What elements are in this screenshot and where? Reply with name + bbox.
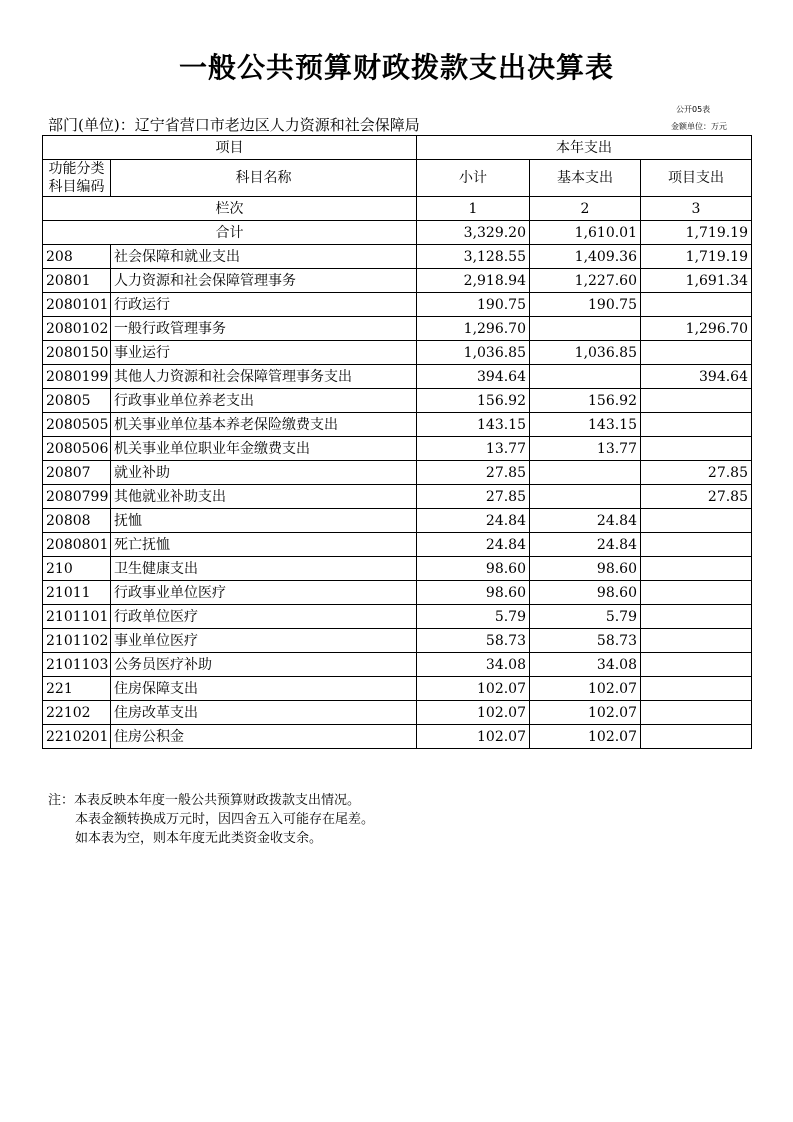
row-project xyxy=(641,725,752,749)
column-index-row xyxy=(43,197,752,221)
row-subtotal: 34.08 xyxy=(417,653,530,677)
row-subtotal: 143.15 xyxy=(417,413,530,437)
header-subject-name: 科目名称 xyxy=(111,160,417,197)
total-row xyxy=(43,221,752,245)
row-project xyxy=(641,533,752,557)
row-subject-name: 其他人力资源和社会保障管理事务支出 xyxy=(111,365,417,389)
row-code: 221 xyxy=(43,677,111,701)
column-index-1: 1 xyxy=(417,197,530,221)
header-code: 功能分类科目编码 xyxy=(43,160,111,197)
row-code: 2080801 xyxy=(43,533,111,557)
row-code: 2101103 xyxy=(43,653,111,677)
document-number: 公开05表 xyxy=(676,105,711,114)
row-subject-name: 事业运行 xyxy=(111,341,417,365)
table-row xyxy=(43,509,752,533)
note-line: 注：本表反映本年度一般公共预算财政拨款支出情况。 xyxy=(48,793,361,808)
row-subtotal: 102.07 xyxy=(417,677,530,701)
row-subtotal: 156.92 xyxy=(417,389,530,413)
row-subject-name: 住房保障支出 xyxy=(111,677,417,701)
row-code: 210 xyxy=(43,557,111,581)
row-project xyxy=(641,557,752,581)
row-code: 2080150 xyxy=(43,341,111,365)
header-subtotal: 小计 xyxy=(417,160,530,197)
row-code: 2101101 xyxy=(43,605,111,629)
row-subject-name: 抚恤 xyxy=(111,509,417,533)
table-row xyxy=(43,581,752,605)
row-code: 2080199 xyxy=(43,365,111,389)
row-project xyxy=(641,581,752,605)
row-basic: 98.60 xyxy=(530,557,641,581)
table-row xyxy=(43,293,752,317)
row-subtotal: 102.07 xyxy=(417,701,530,725)
row-project xyxy=(641,653,752,677)
row-basic: 156.92 xyxy=(530,389,641,413)
column-index-3: 3 xyxy=(641,197,752,221)
row-basic: 190.75 xyxy=(530,293,641,317)
row-code: 208 xyxy=(43,245,111,269)
row-subject-name: 行政运行 xyxy=(111,293,417,317)
table-row xyxy=(43,701,752,725)
row-subtotal: 24.84 xyxy=(417,533,530,557)
row-code: 2210201 xyxy=(43,725,111,749)
row-code: 2080799 xyxy=(43,485,111,509)
row-basic: 102.07 xyxy=(530,725,641,749)
row-project xyxy=(641,509,752,533)
row-project xyxy=(641,605,752,629)
note-line: 如本表为空，则本年度无此类资金收支余。 xyxy=(75,831,323,846)
row-code: 2101102 xyxy=(43,629,111,653)
row-subject-name: 社会保障和就业支出 xyxy=(111,245,417,269)
table-row xyxy=(43,389,752,413)
row-subject-name: 行政事业单位养老支出 xyxy=(111,389,417,413)
row-subtotal: 2,918.94 xyxy=(417,269,530,293)
row-code: 21011 xyxy=(43,581,111,605)
row-basic xyxy=(530,317,641,341)
row-code: 20805 xyxy=(43,389,111,413)
row-subject-name: 行政事业单位医疗 xyxy=(111,581,417,605)
table-row xyxy=(43,605,752,629)
amount-unit-label: 金额单位：万元 xyxy=(671,122,727,131)
column-index-label: 栏次 xyxy=(43,197,417,221)
table-row xyxy=(43,461,752,485)
note-line: 本表金额转换成万元时，因四舍五入可能存在尾差。 xyxy=(75,812,375,827)
table-row xyxy=(43,341,752,365)
department-label: 部门(单位)：辽宁省营口市老边区人力资源和社会保障局 xyxy=(48,116,420,134)
row-subject-name: 机关事业单位基本养老保险缴费支出 xyxy=(111,413,417,437)
table-row xyxy=(43,653,752,677)
row-code: 2080505 xyxy=(43,413,111,437)
total-project: 1,719.19 xyxy=(641,221,752,245)
table-row xyxy=(43,629,752,653)
row-subject-name: 住房改革支出 xyxy=(111,701,417,725)
row-project: 1,296.70 xyxy=(641,317,752,341)
row-subject-name: 就业补助 xyxy=(111,461,417,485)
row-basic: 24.84 xyxy=(530,533,641,557)
row-project xyxy=(641,437,752,461)
row-subject-name: 行政单位医疗 xyxy=(111,605,417,629)
row-basic: 102.07 xyxy=(530,677,641,701)
row-subject-name: 住房公积金 xyxy=(111,725,417,749)
header-project-expenditure: 项目支出 xyxy=(641,160,752,197)
row-subtotal: 98.60 xyxy=(417,557,530,581)
row-basic: 5.79 xyxy=(530,605,641,629)
row-basic: 34.08 xyxy=(530,653,641,677)
row-project: 1,691.34 xyxy=(641,269,752,293)
row-subtotal: 13.77 xyxy=(417,437,530,461)
column-index-2: 2 xyxy=(530,197,641,221)
table-row xyxy=(43,245,752,269)
row-subject-name: 一般行政管理事务 xyxy=(111,317,417,341)
row-project: 1,719.19 xyxy=(641,245,752,269)
row-basic: 98.60 xyxy=(530,581,641,605)
row-subject-name: 公务员医疗补助 xyxy=(111,653,417,677)
row-subtotal: 58.73 xyxy=(417,629,530,653)
row-project xyxy=(641,293,752,317)
row-subject-name: 卫生健康支出 xyxy=(111,557,417,581)
total-label: 合计 xyxy=(43,221,417,245)
row-subtotal: 24.84 xyxy=(417,509,530,533)
row-basic xyxy=(530,485,641,509)
row-project xyxy=(641,629,752,653)
total-subtotal: 3,329.20 xyxy=(417,221,530,245)
table-row xyxy=(43,269,752,293)
row-subtotal: 1,296.70 xyxy=(417,317,530,341)
row-subtotal: 98.60 xyxy=(417,581,530,605)
row-project xyxy=(641,677,752,701)
row-project xyxy=(641,389,752,413)
row-subtotal: 3,128.55 xyxy=(417,245,530,269)
header-row-group xyxy=(43,136,752,160)
header-basic: 基本支出 xyxy=(530,160,641,197)
row-code: 20808 xyxy=(43,509,111,533)
row-code: 2080506 xyxy=(43,437,111,461)
row-basic xyxy=(530,365,641,389)
table-row xyxy=(43,317,752,341)
header-row-columns xyxy=(43,160,752,197)
row-subject-name: 死亡抚恤 xyxy=(111,533,417,557)
row-basic: 58.73 xyxy=(530,629,641,653)
table-row xyxy=(43,557,752,581)
table-row xyxy=(43,365,752,389)
row-subtotal: 27.85 xyxy=(417,485,530,509)
table-row xyxy=(43,725,752,749)
row-code: 20801 xyxy=(43,269,111,293)
table-row xyxy=(43,413,752,437)
total-basic: 1,610.01 xyxy=(530,221,641,245)
row-subject-name: 其他就业补助支出 xyxy=(111,485,417,509)
table-row xyxy=(43,485,752,509)
row-project xyxy=(641,413,752,437)
table-row xyxy=(43,437,752,461)
row-project xyxy=(641,701,752,725)
row-subtotal: 1,036.85 xyxy=(417,341,530,365)
row-subject-name: 机关事业单位职业年金缴费支出 xyxy=(111,437,417,461)
row-subject-name: 人力资源和社会保障管理事务 xyxy=(111,269,417,293)
row-code: 2080101 xyxy=(43,293,111,317)
row-project xyxy=(641,341,752,365)
row-basic: 102.07 xyxy=(530,701,641,725)
expenditure-table xyxy=(42,135,752,749)
row-subtotal: 27.85 xyxy=(417,461,530,485)
row-subtotal: 394.64 xyxy=(417,365,530,389)
row-basic: 143.15 xyxy=(530,413,641,437)
row-basic: 1,409.36 xyxy=(530,245,641,269)
table-row xyxy=(43,677,752,701)
notes xyxy=(48,791,374,848)
row-subtotal: 190.75 xyxy=(417,293,530,317)
table-row xyxy=(43,533,752,557)
row-project: 394.64 xyxy=(641,365,752,389)
row-code: 22102 xyxy=(43,701,111,725)
row-code: 20807 xyxy=(43,461,111,485)
row-basic: 1,227.60 xyxy=(530,269,641,293)
page-title: 一般公共预算财政拨款支出决算表 xyxy=(178,51,614,84)
row-project: 27.85 xyxy=(641,485,752,509)
row-subtotal: 102.07 xyxy=(417,725,530,749)
row-subject-name: 事业单位医疗 xyxy=(111,629,417,653)
header-project: 项目 xyxy=(43,136,417,160)
row-basic: 13.77 xyxy=(530,437,641,461)
row-subtotal: 5.79 xyxy=(417,605,530,629)
row-project: 27.85 xyxy=(641,461,752,485)
row-basic xyxy=(530,461,641,485)
row-basic: 1,036.85 xyxy=(530,341,641,365)
row-code: 2080102 xyxy=(43,317,111,341)
row-basic: 24.84 xyxy=(530,509,641,533)
header-current-year: 本年支出 xyxy=(417,136,752,160)
